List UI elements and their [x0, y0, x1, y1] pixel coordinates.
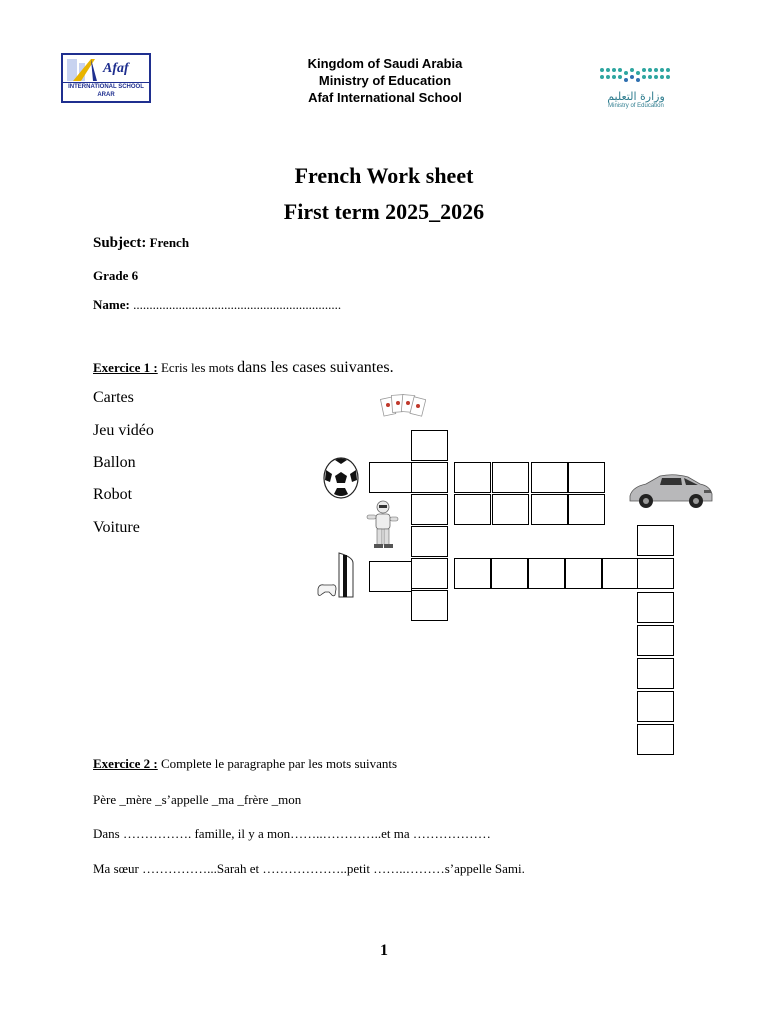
- word-voiture: Voiture: [93, 519, 140, 536]
- crossword-cell[interactable]: [568, 462, 605, 493]
- school-logo-band-line1: INTERNATIONAL SCHOOL: [68, 84, 144, 90]
- page-number: 1: [380, 942, 388, 959]
- crossword-cell[interactable]: [411, 462, 448, 493]
- crossword-cell[interactable]: [454, 558, 491, 589]
- exercise1-heading: [93, 359, 394, 377]
- crossword-cell[interactable]: [637, 691, 674, 722]
- exercise2-word-bank: Père _mère _s’appelle _ma _frère _mon: [93, 792, 302, 807]
- subject-field: [93, 235, 189, 252]
- name-field: [93, 297, 341, 313]
- crossword-cell[interactable]: [411, 558, 448, 589]
- subject-value: French: [149, 235, 190, 250]
- school-logo: [61, 53, 151, 103]
- robot-icon: [362, 499, 402, 551]
- exercise1-instruction-b: dans les cases suivantes.: [237, 359, 394, 376]
- exercise2-instruction: Complete le paragraphe par les mots suivants: [160, 756, 398, 771]
- exercise2-label: Exercice 2 :: [93, 756, 158, 771]
- crossword-cell[interactable]: [411, 526, 448, 557]
- crossword-cell[interactable]: [637, 592, 674, 623]
- soccer-ball-icon: [322, 456, 360, 500]
- crossword-cell[interactable]: [637, 525, 674, 556]
- crossword-cell[interactable]: [568, 494, 605, 525]
- grade-field: Grade 6: [93, 268, 139, 283]
- crossword-cell[interactable]: [492, 494, 529, 525]
- car-icon: [624, 468, 716, 512]
- crossword-cell[interactable]: [411, 494, 448, 525]
- header-line-ministry: Ministry of Education: [318, 73, 452, 88]
- crossword-cell[interactable]: [411, 430, 448, 461]
- exercise2-sentence-1[interactable]: Dans ……………. famille, il y a mon……..…………..et ma ………………: [93, 826, 491, 841]
- name-label: Name:: [93, 297, 130, 312]
- name-blank: ................................................................: [133, 297, 342, 312]
- school-header: [230, 55, 540, 106]
- playing-cards-icon: [380, 392, 426, 426]
- crossword-cell[interactable]: [602, 558, 639, 589]
- school-logo-text: Afaf: [103, 61, 129, 76]
- crossword-cell[interactable]: [369, 561, 412, 592]
- crossword-cell[interactable]: [531, 494, 568, 525]
- crossword-cell[interactable]: [454, 462, 491, 493]
- exercise1-instruction-a: Ecris les mots: [160, 360, 234, 375]
- school-logo-band: [63, 82, 149, 101]
- ministry-logo-dots: [596, 64, 676, 86]
- crossword-cell[interactable]: [411, 590, 448, 621]
- crossword-cell[interactable]: [492, 462, 529, 493]
- word-robot: Robot: [93, 486, 133, 503]
- exercise2-sentence-2[interactable]: Ma sœur ……………...Sarah et ………………..petit ……..………s’appelle Sami.: [93, 861, 525, 876]
- word-jeu-video: Jeu vidéo: [93, 422, 154, 439]
- crossword-cell[interactable]: [637, 658, 674, 689]
- ministry-logo-arabic: وزارة التعليم: [607, 90, 665, 103]
- worksheet-title: French Work sheet: [294, 163, 474, 188]
- word-ballon: Ballon: [93, 454, 136, 471]
- school-logo-band-line2: ARAR: [97, 92, 115, 98]
- crossword-cell[interactable]: [637, 724, 674, 755]
- crossword-cell[interactable]: [491, 558, 528, 589]
- crossword-cell[interactable]: [565, 558, 602, 589]
- word-cartes: Cartes: [93, 389, 134, 406]
- subject-label: Subject:: [93, 235, 147, 251]
- ministry-logo: [596, 64, 676, 114]
- header-line-school: Afaf International School: [308, 90, 462, 105]
- ministry-logo-english: Ministry of Education: [608, 103, 664, 109]
- crossword-cell[interactable]: [369, 462, 412, 493]
- crossword-cell[interactable]: [528, 558, 565, 589]
- exercise2-heading: [93, 756, 397, 772]
- crossword-cell[interactable]: [637, 558, 674, 589]
- crossword-cell[interactable]: [531, 462, 568, 493]
- header-line-kingdom: Kingdom of Saudi Arabia: [307, 56, 463, 71]
- crossword-cell[interactable]: [454, 494, 491, 525]
- exercise1-label: Exercice 1 :: [93, 360, 158, 375]
- worksheet-term: First term 2025_2026: [283, 199, 485, 224]
- crossword-cell[interactable]: [637, 625, 674, 656]
- game-console-icon: [315, 551, 359, 601]
